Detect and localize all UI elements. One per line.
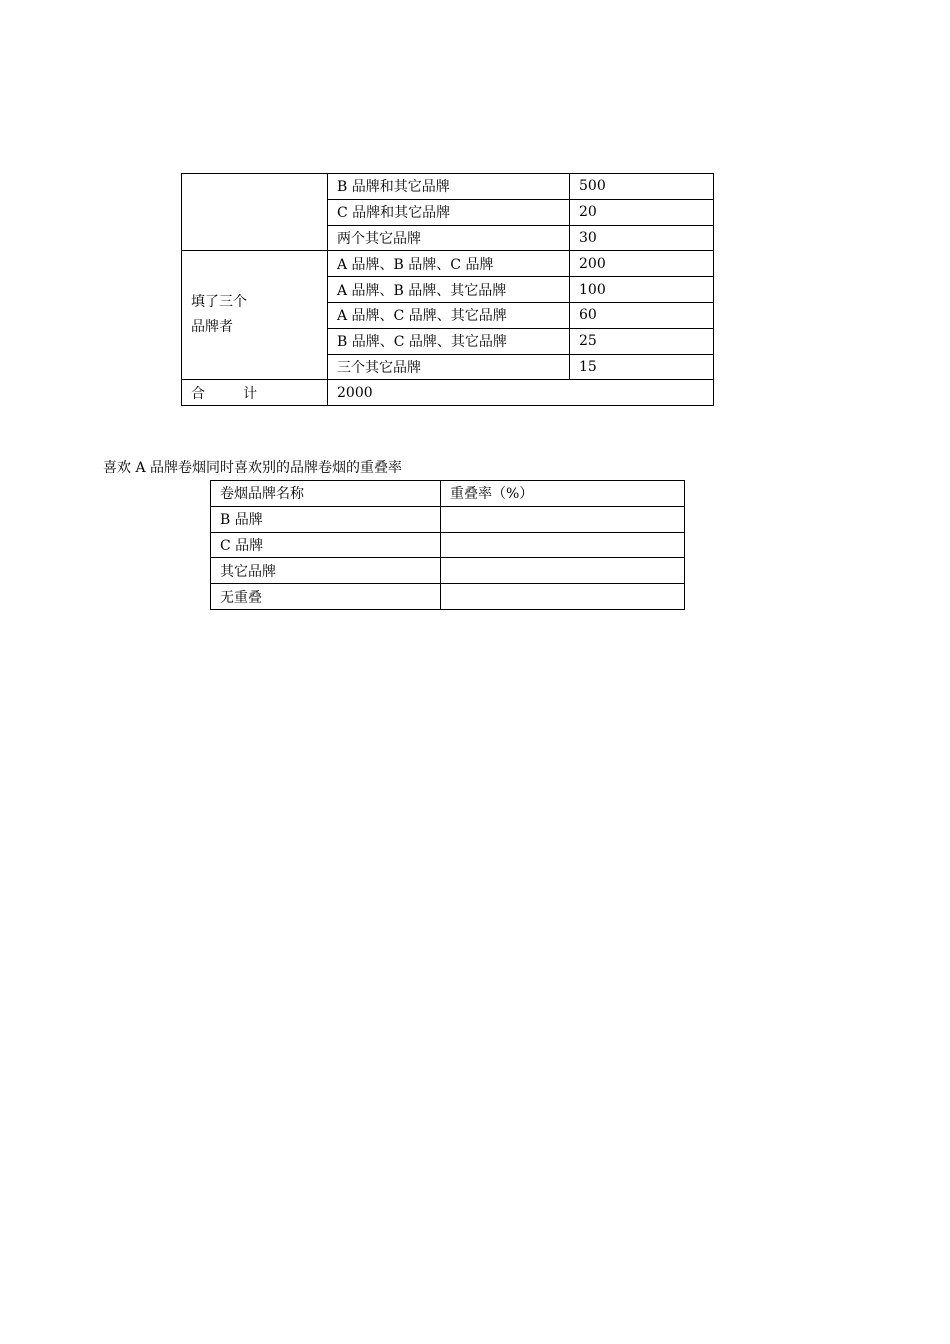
rate-cell [441, 532, 685, 558]
group-label-line: 品牌者 [191, 319, 233, 336]
table-row [211, 584, 685, 610]
combo-cell: B 品牌、C 品牌、其它品牌 [328, 328, 570, 354]
group-label-line: 填了三个 [191, 294, 247, 311]
combo-cell: B 品牌和其它品牌 [328, 174, 570, 200]
column-header: 重叠率（%） [441, 481, 685, 507]
count-cell: 500 [570, 174, 714, 200]
table-row [182, 251, 714, 277]
count-cell: 15 [570, 354, 714, 380]
combo-cell: 两个其它品牌 [328, 225, 570, 251]
column-header: 卷烟品牌名称 [211, 481, 441, 507]
combo-cell: 三个其它品牌 [328, 354, 570, 380]
total-value: 2000 [328, 380, 714, 406]
brand-cell: B 品牌 [211, 506, 441, 532]
combo-cell: A 品牌、B 品牌、C 品牌 [328, 251, 570, 277]
count-cell: 200 [570, 251, 714, 277]
total-label [182, 380, 328, 406]
total-label-part: 合 [191, 385, 205, 402]
count-cell: 20 [570, 199, 714, 225]
rate-cell [441, 584, 685, 610]
count-cell: 25 [570, 328, 714, 354]
brand-cell: 无重叠 [211, 584, 441, 610]
brand-combination-table [181, 173, 714, 406]
combo-cell: C 品牌和其它品牌 [328, 199, 570, 225]
rate-cell [441, 558, 685, 584]
count-cell: 60 [570, 302, 714, 328]
section-title: 喜欢 A 品牌卷烟同时喜欢别的品牌卷烟的重叠率 [103, 460, 403, 476]
table-row [211, 558, 685, 584]
group-label-cell [182, 251, 328, 380]
brand-cell: C 品牌 [211, 532, 441, 558]
group-label-cell [182, 174, 328, 251]
table-row [211, 532, 685, 558]
total-row [182, 380, 714, 406]
table-header-row [211, 481, 685, 507]
table-row [182, 174, 714, 200]
rate-cell [441, 506, 685, 532]
combo-cell: A 品牌、C 品牌、其它品牌 [328, 302, 570, 328]
combo-cell: A 品牌、B 品牌、其它品牌 [328, 277, 570, 303]
count-cell: 100 [570, 277, 714, 303]
overlap-rate-table [210, 480, 685, 610]
brand-cell: 其它品牌 [211, 558, 441, 584]
total-label-part: 计 [243, 385, 257, 402]
count-cell: 30 [570, 225, 714, 251]
table-row [211, 506, 685, 532]
